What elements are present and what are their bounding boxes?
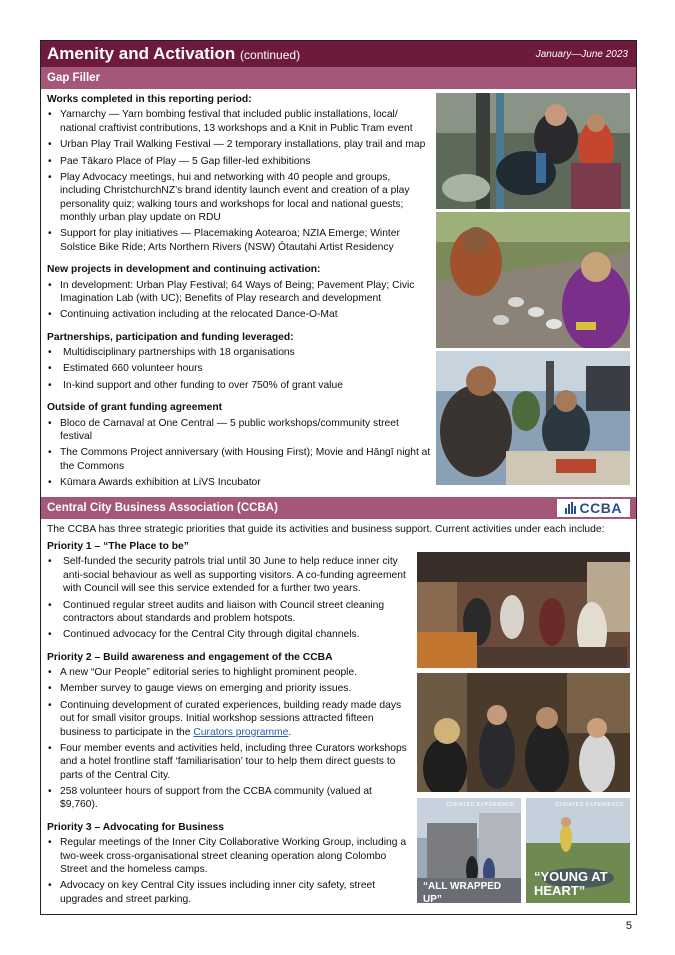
list-item: • Urban Play Trail Walking Festival — 2 temporary installations, play trail and map [47,138,432,151]
photo-ccba-workshop [417,673,630,792]
page-header [41,41,636,67]
gap-filler-title: Gap Filler [47,71,101,84]
gap-filler-heading [41,67,636,89]
list-item: • Estimated 660 volunteer hours [47,362,432,375]
list-item: • Advocacy on key Central City issues including inner city safety, street upgrades and street parking. [47,879,412,906]
priority-2-heading: Priority 2 – Build awareness and engagement of the CCBA [47,651,333,663]
poster-2-caption [534,870,608,897]
photo-yarn-bombing [436,93,630,209]
ccba-logo [557,499,630,517]
poster-1-caption: “ALL WRAPPED UP” [423,881,502,903]
list-item: • Four member events and activities held, including three Curators workshops and a hotel frontline staff ‘familiarisation’ tour to help them direct guests to parts of the Central City. [47,742,412,782]
poster-2-caption-line-1: “YOUNG AT [534,869,608,884]
photo-ccba-event [417,552,630,668]
list-item: • Member survey to gauge views on emerging and priority issues. [47,682,412,695]
list-item: • Continuing activation including at the relocated Dance-O-Mat [47,308,432,321]
poster-1-tag: CURATED EXPERIENCE [446,802,515,808]
list-item: • Multidisciplinary partnerships with 18 organisations [47,346,432,359]
photo-community-workshop [436,351,630,485]
list-item: • Support for play initiatives — Placemaking Aotearoa; NZIA Emerge; Winter Solstice Bike Ride; Arts Northern Rivers (NSW) Ōtautahi Artist Residency [47,227,432,254]
list-item: • Continued advocacy for the Central City through digital channels. [47,628,412,641]
priority-3-heading: Priority 3 – Advocating for Business [47,821,224,833]
poster-young-at-heart [526,798,630,903]
photo-painting-stones [436,212,630,348]
priority-3-list [47,836,412,906]
list-item: • Regular meetings of the Inner City Collaborative Working Group, including a two-week cross-organisational street cleaning operation along Colombo Street and the homeless camps. [47,836,412,876]
new-projects-heading: New projects in development and continuing activation: [47,264,321,276]
list-item: • Kūmara Awards exhibition at LiVS Incubator [47,476,432,489]
works-heading: Works completed in this reporting period: [47,94,252,105]
priority-2-list [47,666,412,812]
list-item: • In-kind support and other funding to over 750% of grant value [47,379,432,392]
page-title [47,43,300,65]
poster-2-caption-line-2: HEART” [534,882,586,898]
list-item: • In development: Urban Play Festival; 64 Ways of Being; Pavement Play; Civic Imagination Lab (with UC); Benefits of Play research and development [47,279,432,306]
partnerships-list [47,346,432,392]
ccba-logo-icon [565,502,576,514]
continued-label: (continued) [240,47,301,62]
list-item: • Yarnarchy — Yarn bombing festival that included public installations, local/ national craftivist contributions, 13 workshops and a Knit in Public Tram event [47,108,432,135]
curators-programme-link[interactable]: Curators programme [193,726,289,738]
list-item: • Bloco de Carnaval at One Central — 5 public workshops/community street festival [47,417,432,444]
new-projects-list [47,279,432,322]
list-item: • A new “Our People” editorial series to highlight prominent people. [47,666,412,679]
date-range: January—June 2023 [535,48,628,60]
ccba-intro: The CCBA has three strategic priorities that guide its activities and business support. Current activities under each include: [47,524,605,535]
outside-funding-heading: Outside of grant funding agreement [47,402,223,414]
list-item [47,699,412,739]
priority-1-list [47,555,412,641]
list-item: • Self-funded the security patrols trial until 30 June to help reduce inner city anti-social behaviour as well as supporting visitors. A co-funding agreement with Council will see this service extended for a further two years. [47,555,412,595]
list-item: • Continued regular street audits and liaison with Council street cleaning contractors about standards and problem hotspots. [47,599,412,626]
list-item: • Play Advocacy meetings, hui and networking with 40 people and groups, including ChristchurchNZ’s brand identity launch event and creation of a play personality quiz; walking tours and workshops for local and national guests; monthly urban play update on RDU [47,171,432,225]
ccba-title: Central City Business Association (CCBA) [47,501,278,514]
ccba-heading [41,497,636,519]
ccba-content [47,540,412,909]
ccba-logo-text: CCBA [579,499,622,516]
page-frame [40,40,637,915]
item-text: Continuing development of curated experiences, building ready made days out for small visitor groups. Initial workshop sessions attracted fifteen business to participate in the [60,699,402,738]
partnerships-heading: Partnerships, participation and funding leveraged: [47,331,294,343]
outside-funding-list [47,417,432,490]
list-item: • 258 volunteer hours of support from the CCBA community (valued at $9,760). [47,785,412,812]
item-text-end: . [288,726,292,738]
gap-filler-content [47,93,432,492]
list-item: • The Commons Project anniversary (with Housing First); Movie and Hāngī night at the Commons [47,446,432,473]
page-number: 5 [625,920,632,932]
title-text: Amenity and Activation [47,43,236,63]
list-item: • Pae Tākaro Place of Play — 5 Gap filler-led exhibitions [47,155,432,168]
ccba-intro-block [47,523,632,538]
poster-all-wrapped-up [417,798,521,903]
poster-2-tag: CURATED EXPERIENCE [555,802,624,808]
works-list [47,108,432,254]
priority-1-heading: Priority 1 – “The Place to be” [47,541,189,552]
